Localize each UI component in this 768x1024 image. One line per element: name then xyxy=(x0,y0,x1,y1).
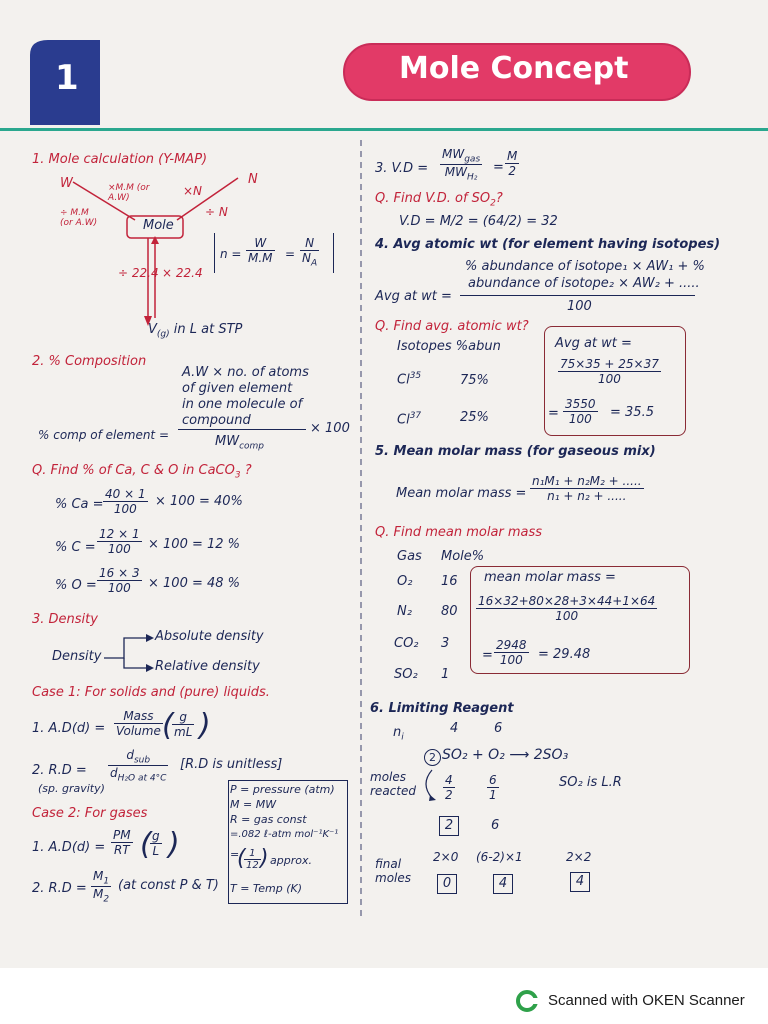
val-6: 6 xyxy=(491,818,500,833)
moles-reacted-arrow xyxy=(418,768,442,804)
section-5-heading: 5. Mean molar mass (for gaseous mix) xyxy=(375,444,656,459)
ymap-x-224: × 22.4 xyxy=(162,266,203,280)
avg-den: 100 xyxy=(567,299,592,314)
avg-box-frac1: $\frac{75\times 35 + 25\times 37}{100}$ xyxy=(560,357,659,386)
avg-box-result: = 35.5 xyxy=(610,405,654,420)
header-decoration xyxy=(0,0,768,135)
scanner-logo-icon xyxy=(516,990,538,1012)
cl37: Cl$^{37}$ xyxy=(397,411,422,428)
ad2-lhs: 1. A.D(d) = xyxy=(32,840,106,855)
mole-row-2: 80 xyxy=(441,604,458,619)
ymap-div-na: ÷ N xyxy=(205,205,228,219)
gas-row-3: CO₂ xyxy=(394,636,419,651)
rd-lhs: 2. R.D = xyxy=(32,763,87,778)
cl37-pct: 25% xyxy=(460,410,489,425)
question-mmm: Q. Find mean molar mass xyxy=(375,525,543,540)
mole-row-1: 16 xyxy=(441,574,458,589)
avg-num-line1: % abundance of isotope₁ × AW₁ + % xyxy=(465,259,705,274)
avg-lhs: Avg at wt = xyxy=(375,289,452,304)
rd2-rhs: (at const P & T) xyxy=(118,878,219,893)
gas-row-4: SO₂ xyxy=(394,667,418,682)
lr-frac-so2: $\frac{4}{2}$ xyxy=(445,773,453,802)
vd-lhs: 3. V.D = xyxy=(375,161,429,176)
rd2-lhs: 2. R.D = xyxy=(32,881,87,896)
reaction-equation: SO₂ + O₂ ⟶ 2SO₃ xyxy=(442,747,569,763)
n-formula-eq: = xyxy=(285,247,296,261)
legend-paren-r: ) xyxy=(260,846,269,871)
avg-num-line2: abundance of isotope₂ × AW₂ + ..... xyxy=(468,276,700,291)
gas-header: Gas xyxy=(397,549,422,564)
box-4-o2: 4 xyxy=(493,874,513,894)
comp-lhs: % comp of element = xyxy=(38,428,170,442)
avg-box-frac2: $\frac{3550}{100}$ xyxy=(565,397,596,426)
comp-denominator: $MW_{comp}$ xyxy=(215,434,265,452)
mole-header: Mole% xyxy=(441,549,485,564)
box-2: 2 xyxy=(439,816,459,836)
gas-row-2: N₂ xyxy=(397,604,412,619)
density-branch xyxy=(100,630,156,676)
vd-m2-frac: $\frac{M}{2}$ xyxy=(507,149,518,178)
lr-statement: SO₂ is L.R xyxy=(559,775,622,790)
case-1: Case 1: For solids and (pure) liquids. xyxy=(32,685,270,700)
mmm-box-eq: = xyxy=(482,648,493,663)
vd-frac: $MW_{gas}$ $MW_{H_2}$ xyxy=(442,147,481,183)
box-0: 0 xyxy=(437,874,457,894)
c-frac: $\frac{12 \times 1}{100}$ xyxy=(99,527,140,556)
gas-row-1: O₂ xyxy=(397,574,413,589)
ymap-n: N xyxy=(248,172,258,187)
ad1-frac: Mass Volume xyxy=(116,709,161,738)
ca-rhs: × 100 = 40% xyxy=(155,494,243,509)
section-4-heading: 4. Avg atomic wt (for element having isotopes) xyxy=(375,237,721,252)
rd-note: [R.D is unitless] xyxy=(180,757,283,772)
cl35-pct: 75% xyxy=(460,373,489,388)
ca-lhs: % Ca = xyxy=(55,497,104,512)
relative-density: Relative density xyxy=(155,659,260,674)
ad1-paren-l: ( xyxy=(162,708,174,743)
legend-text: P = pressure (atm) M = MW R = gas const =.082 ℓ-atm mol⁻¹K⁻¹ xyxy=(230,783,339,840)
avg-box-title: Avg at wt = xyxy=(555,336,632,351)
mmm-box-frac1: $\frac{16\times 32+80\times 28+3\times 44+1\times 64}{100}$ xyxy=(478,594,656,623)
section-6-heading: 6. Limiting Reagent xyxy=(370,701,514,716)
ni-val-o2: 6 xyxy=(494,721,503,736)
o-frac: $\frac{16 \times 3}{100}$ xyxy=(99,566,140,595)
section-3-heading: 3. Density xyxy=(32,612,98,627)
isotope-header: Isotopes %abun xyxy=(397,339,501,354)
mmm-box-result: = 29.48 xyxy=(538,647,591,662)
avg-fraction-bar xyxy=(460,295,695,296)
question-vd: Q. Find V.D. of $SO_2$? xyxy=(375,191,503,209)
legend-temp: T = Temp (K) xyxy=(230,882,303,895)
comp-fraction-bar xyxy=(178,429,306,430)
section-1-heading: 1. Mole calculation (Y-MAP) xyxy=(32,152,208,167)
density-label: Density xyxy=(52,649,102,664)
ymap-mole: Mole xyxy=(143,218,174,233)
lr-frac-o2: $\frac{6}{1}$ xyxy=(489,773,497,802)
ymap-x-na: ×N xyxy=(183,184,203,198)
mole-row-3: 3 xyxy=(441,636,450,651)
rd-frac: $d_{sub}$ $d_{H_2O at 4^\circ C}$ xyxy=(110,748,167,784)
o-rhs: × 100 = 48 % xyxy=(148,576,241,591)
column-divider xyxy=(355,140,367,920)
n-formula-w-frac: $\frac{W}{M.M}$ xyxy=(248,236,273,265)
n-formula-n-frac: $\frac{N}{N_A}$ xyxy=(302,236,318,269)
sp-gravity: (sp. gravity) xyxy=(38,782,105,795)
c-lhs: % C = xyxy=(55,540,96,555)
vd-answer: V.D = M/2 = (64/2) = 32 xyxy=(399,214,558,229)
avg-box-eq: = xyxy=(548,406,559,421)
moles-reacted-label: moles reacted xyxy=(370,770,416,798)
ymap-x-mm: ×M.M (or A.W) xyxy=(108,183,150,203)
ni-label: $n_i$ xyxy=(393,725,404,743)
vd-eq: = xyxy=(493,160,504,175)
fm-so3: 2×2 xyxy=(566,850,592,864)
ymap-volume: $V_{(g)}$ in L at STP xyxy=(148,322,243,340)
ad2-unit-frac: $\frac{g}{L}$ xyxy=(152,829,160,858)
box-4-so3: 4 xyxy=(570,872,590,892)
mmm-box-title: mean molar mass = xyxy=(484,570,616,585)
mmm-frac: $\frac{\text{n₁M₁ + n₂M₂ + .....}}{\text{n₁ + n₂ + .....}}$ xyxy=(532,474,642,503)
question-avg: Q. Find avg. atomic wt? xyxy=(375,319,529,334)
question-caco3: Q. Find % of Ca, C & O in CaCO$_3$ ? xyxy=(32,463,252,481)
chapter-number: 1 xyxy=(55,58,79,98)
ad1-paren-r: ) xyxy=(199,708,211,743)
fm-so2: 2×0 xyxy=(433,850,459,864)
section-2-heading: 2. % Composition xyxy=(32,354,147,369)
ad2-paren-r: ) xyxy=(168,827,180,862)
comp-numerator: A.W × no. of atoms of given element in one molecule of compound xyxy=(182,365,309,428)
mole-row-4: 1 xyxy=(441,667,450,682)
comp-x100: × 100 xyxy=(310,421,350,436)
ad1-unit-frac: $\frac{g}{mL}$ xyxy=(174,710,193,739)
n-formula-lhs: n = xyxy=(220,247,242,261)
legend-frac: $\frac{1}{12}$ xyxy=(246,848,259,871)
ad2-paren-l: ( xyxy=(140,827,152,862)
legend-approx-eq: = xyxy=(230,848,240,861)
ymap-div-224: ÷ 22.4 xyxy=(118,266,159,280)
absolute-density: Absolute density xyxy=(155,629,264,644)
reaction-coef-circle: 2 xyxy=(424,749,441,766)
ca-frac: $\frac{40 \times 1}{100}$ xyxy=(105,487,146,516)
ymap-div-mm: ÷ M.M (or A.W) xyxy=(60,208,98,228)
legend-approx: approx. xyxy=(270,854,312,867)
fm-o2: (6-2)×1 xyxy=(476,850,523,864)
ymap-w: W xyxy=(60,176,73,191)
legend-paren-l: ( xyxy=(237,846,246,871)
ni-val-so2: 4 xyxy=(450,721,459,736)
mmm-box-frac2: $\frac{2948}{100}$ xyxy=(496,638,527,667)
final-moles-label: final moles xyxy=(375,857,411,885)
scanner-watermark: Scanned with OKEN Scanner xyxy=(548,992,745,1009)
c-rhs: × 100 = 12 % xyxy=(148,537,241,552)
ad1-lhs: 1. A.D(d) = xyxy=(32,721,106,736)
mmm-lhs: Mean molar mass = xyxy=(396,486,527,501)
page-title: Mole Concept xyxy=(399,51,629,86)
rd2-frac: $\frac{M_1}{M_2}$ xyxy=(93,869,110,905)
ad2-frac: $\frac{PM}{RT}$ xyxy=(113,828,131,857)
cl35: Cl$^{35}$ xyxy=(397,371,422,388)
o-lhs: % O = xyxy=(55,578,97,593)
case-2: Case 2: For gases xyxy=(32,806,148,821)
